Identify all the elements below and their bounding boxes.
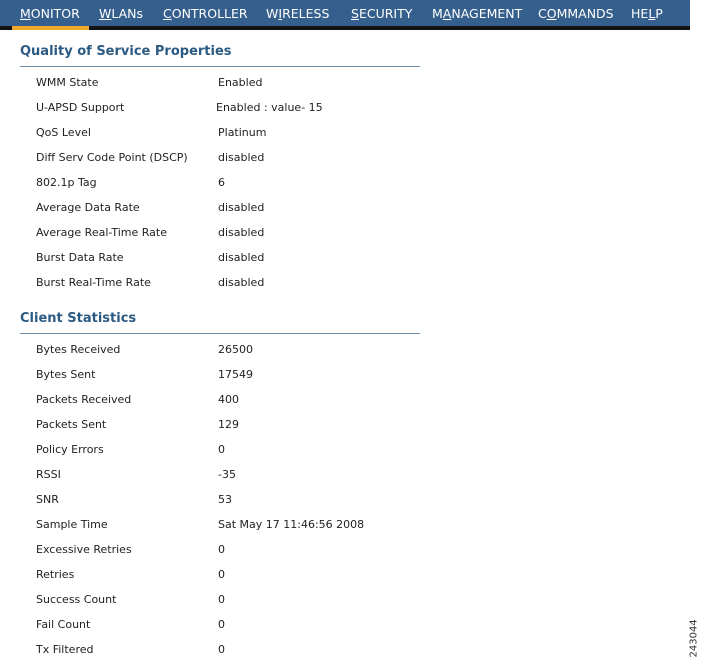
row-value: disabled (218, 251, 265, 264)
row-label: Policy Errors (36, 443, 104, 456)
nav-active-indicator (12, 26, 89, 30)
row-label: Fail Count (36, 618, 91, 631)
row-label: U-APSD Support (36, 101, 125, 114)
qos-row (0, 226, 600, 242)
row-value: 0 (218, 618, 225, 631)
row-value: 129 (218, 418, 239, 431)
row-value: 17549 (218, 368, 253, 381)
row-label: Burst Real-Time Rate (36, 276, 151, 289)
stats-row (0, 543, 600, 559)
stats-row (0, 593, 600, 609)
stats-row (0, 518, 600, 534)
row-value: 0 (218, 568, 225, 581)
stats-section-divider (20, 333, 420, 334)
row-value: 0 (218, 443, 225, 456)
nav-wlans[interactable]: WLANs (99, 6, 144, 21)
row-label: Burst Data Rate (36, 251, 124, 264)
stats-row (0, 643, 600, 659)
nav-management[interactable]: MANAGEMENT (432, 6, 523, 21)
row-value: 0 (218, 593, 225, 606)
qos-section-title: Quality of Service Properties (20, 44, 232, 59)
stats-row (0, 343, 600, 359)
row-value: 6 (218, 176, 225, 189)
stats-row (0, 468, 600, 484)
row-value: 26500 (218, 343, 253, 356)
qos-section-divider (20, 66, 420, 67)
row-value: disabled (218, 201, 265, 214)
stats-row (0, 418, 600, 434)
row-label: SNR (36, 493, 59, 506)
row-label: Diff Serv Code Point (DSCP) (36, 151, 188, 164)
qos-row (0, 251, 600, 267)
row-label: Sample Time (36, 518, 108, 531)
qos-row (0, 126, 600, 142)
row-value: Platinum (218, 126, 267, 139)
qos-row (0, 76, 600, 92)
stats-row (0, 568, 600, 584)
top-nav-bar (0, 0, 690, 26)
nav-help[interactable]: HELP (631, 6, 663, 21)
row-value: Enabled : value- 15 (216, 101, 323, 114)
figure-id-label: 243044 (688, 619, 700, 658)
nav-commands[interactable]: COMMANDS (538, 6, 614, 21)
qos-row (0, 201, 600, 217)
nav-wireless[interactable]: WIRELESS (266, 6, 330, 21)
row-label: RSSI (36, 468, 61, 481)
row-label: QoS Level (36, 126, 91, 139)
row-label: Bytes Received (36, 343, 121, 356)
row-label: Average Real-Time Rate (36, 226, 167, 239)
row-label: Average Data Rate (36, 201, 140, 214)
qos-row (0, 151, 600, 167)
stats-row (0, 368, 600, 384)
stats-row (0, 493, 600, 509)
row-label: Tx Filtered (36, 643, 94, 656)
stats-row (0, 393, 600, 409)
row-value: -35 (218, 468, 236, 481)
row-value: 53 (218, 493, 232, 506)
row-value: 0 (218, 643, 225, 656)
row-value: disabled (218, 226, 265, 239)
stats-row (0, 618, 600, 634)
row-label: Retries (36, 568, 75, 581)
nav-bottom-border (0, 26, 690, 30)
row-label: Packets Received (36, 393, 132, 406)
qos-row (0, 176, 600, 192)
nav-security[interactable]: SECURITY (351, 6, 413, 21)
row-value: disabled (218, 151, 265, 164)
row-value: Enabled (218, 76, 263, 89)
row-label: Bytes Sent (36, 368, 96, 381)
row-value: disabled (218, 276, 265, 289)
row-label: 802.1p Tag (36, 176, 97, 189)
qos-row (0, 276, 600, 292)
nav-controller[interactable]: CONTROLLER (163, 6, 248, 21)
row-label: Success Count (36, 593, 117, 606)
qos-row (0, 101, 600, 117)
stats-row (0, 443, 600, 459)
row-label: Excessive Retries (36, 543, 132, 556)
row-label: WMM State (36, 76, 99, 89)
stats-section-title: Client Statistics (20, 311, 137, 326)
row-value: Sat May 17 11:46:56 2008 (218, 518, 365, 531)
row-label: Packets Sent (36, 418, 107, 431)
row-value: 0 (218, 543, 225, 556)
row-value: 400 (218, 393, 239, 406)
nav-monitor[interactable]: MONITOR (20, 6, 80, 21)
